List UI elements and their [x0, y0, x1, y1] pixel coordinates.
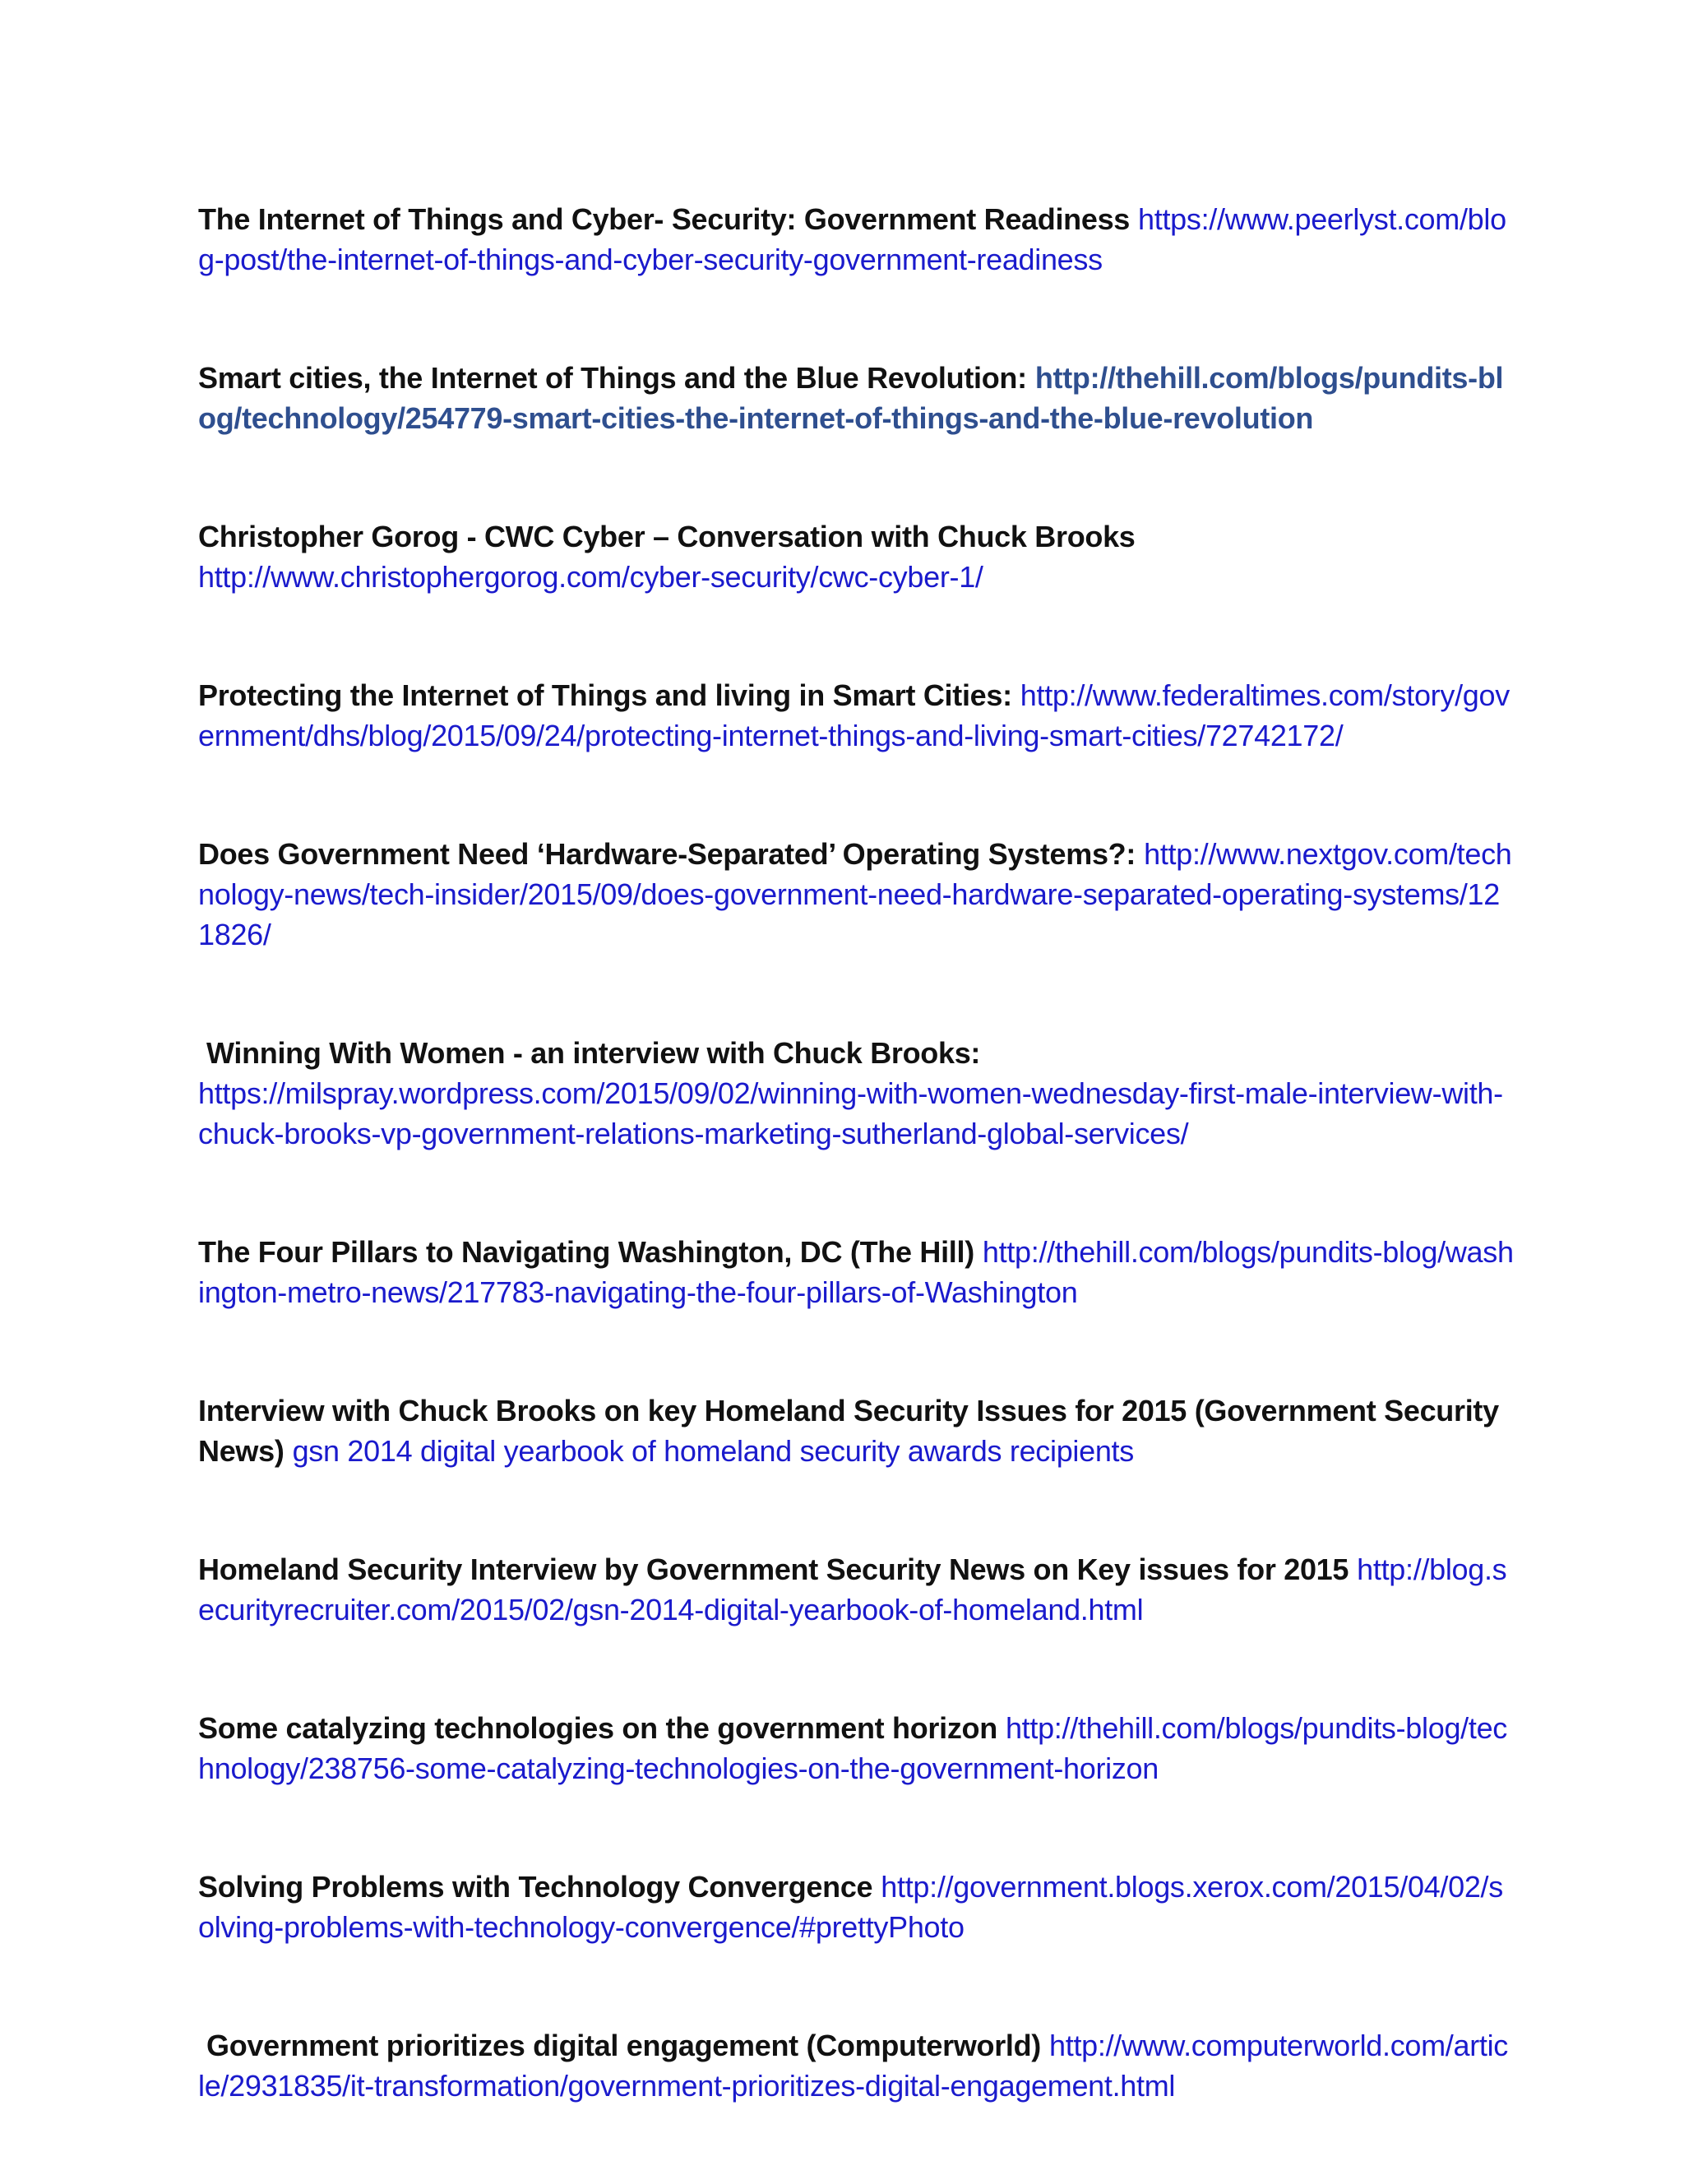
entry-link[interactable]: http://www.computerworld.com/article/2931835/it-transformation/government-prioritizes-digital-engagement.html [198, 2029, 1509, 2103]
list-item [198, 1867, 1514, 1947]
entry-link[interactable]: http://www.federaltimes.com/story/government/dhs/blog/2015/09/24/protecting-internet-things-and-living-smart-cities/72742172/ [198, 678, 1510, 752]
entry-link[interactable]: gsn 2014 digital yearbook of homeland security awards recipients [292, 1434, 1134, 1468]
entry-link[interactable]: http://government.blogs.xerox.com/2015/04/02/solving-problems-with-technology-convergence/#prettyPhoto [198, 1870, 1503, 1944]
entry-title: The Four Pillars to Navigating Washington, DC (The Hill) [198, 1235, 974, 1269]
list-item [198, 1708, 1514, 1788]
list-item [198, 199, 1514, 280]
entry-link[interactable]: http://blog.securityrecruiter.com/2015/02/gsn-2014-digital-yearbook-of-homeland.html [198, 1552, 1507, 1626]
entry-title: Protecting the Internet of Things and living in Smart Cities: [198, 678, 1012, 712]
entry-title: Solving Problems with Technology Convergence [198, 1870, 873, 1904]
entry-title: Smart cities, the Internet of Things and the Blue Revolution: [198, 361, 1027, 395]
list-item [198, 358, 1514, 438]
list-item [198, 1549, 1514, 1630]
entry-title: The Internet of Things and Cyber- Security: Government Readiness [198, 202, 1131, 236]
entry-title: Government prioritizes digital engagement (Computerworld) [206, 2029, 1042, 2062]
entry-link[interactable]: http://www.christophergorog.com/cyber-security/cwc-cyber-1/ [198, 560, 983, 594]
entry-title: Winning With Women - an interview with Chuck Brooks: [206, 1036, 981, 1070]
entry-title: Does Government Need ‘Hardware-Separated’ Operating Systems?: [198, 837, 1136, 871]
list-item [198, 1033, 1514, 1154]
entry-title: Interview with Chuck Brooks on key Homeland Security Issues for 2015 (Government Security News) [198, 1394, 1499, 1468]
article-list [198, 199, 1514, 2184]
entry-title: Some catalyzing technologies on the government horizon [198, 1711, 997, 1745]
list-item [198, 675, 1514, 756]
list-item [198, 834, 1514, 955]
list-item [198, 516, 1514, 597]
entry-link[interactable]: http://thehill.com/blogs/pundits-blog/technology/238756-some-catalyzing-technologies-on-the-government-horizon [198, 1711, 1507, 1785]
list-item [198, 1232, 1514, 1312]
entry-link[interactable]: https://milspray.wordpress.com/2015/09/02/winning-with-women-wednesday-first-male-interview-with-chuck-brooks-vp-government-relations-marketing-sutherland-global-services/ [198, 1076, 1503, 1150]
entry-link[interactable]: http://thehill.com/blogs/pundits-blog/technology/254779-smart-cities-the-internet-of-things-and-the-blue-revolution [198, 361, 1504, 435]
entry-link[interactable]: http://thehill.com/blogs/pundits-blog/washington-metro-news/217783-navigating-the-four-pillars-of-Washington [198, 1235, 1514, 1309]
entry-link[interactable]: https://www.peerlyst.com/blog-post/the-internet-of-things-and-cyber-security-government-readiness [198, 202, 1506, 276]
entry-title: Christopher Gorog - CWC Cyber – Conversation with Chuck Brooks [198, 520, 1136, 553]
list-item [198, 2025, 1514, 2106]
entry-link[interactable]: http://www.nextgov.com/technology-news/tech-insider/2015/09/does-government-need-hardware-separated-operating-systems/121826/ [198, 837, 1512, 951]
entry-title: Homeland Security Interview by Government Security News on Key issues for 2015 [198, 1552, 1349, 1586]
list-item [198, 1390, 1514, 1471]
